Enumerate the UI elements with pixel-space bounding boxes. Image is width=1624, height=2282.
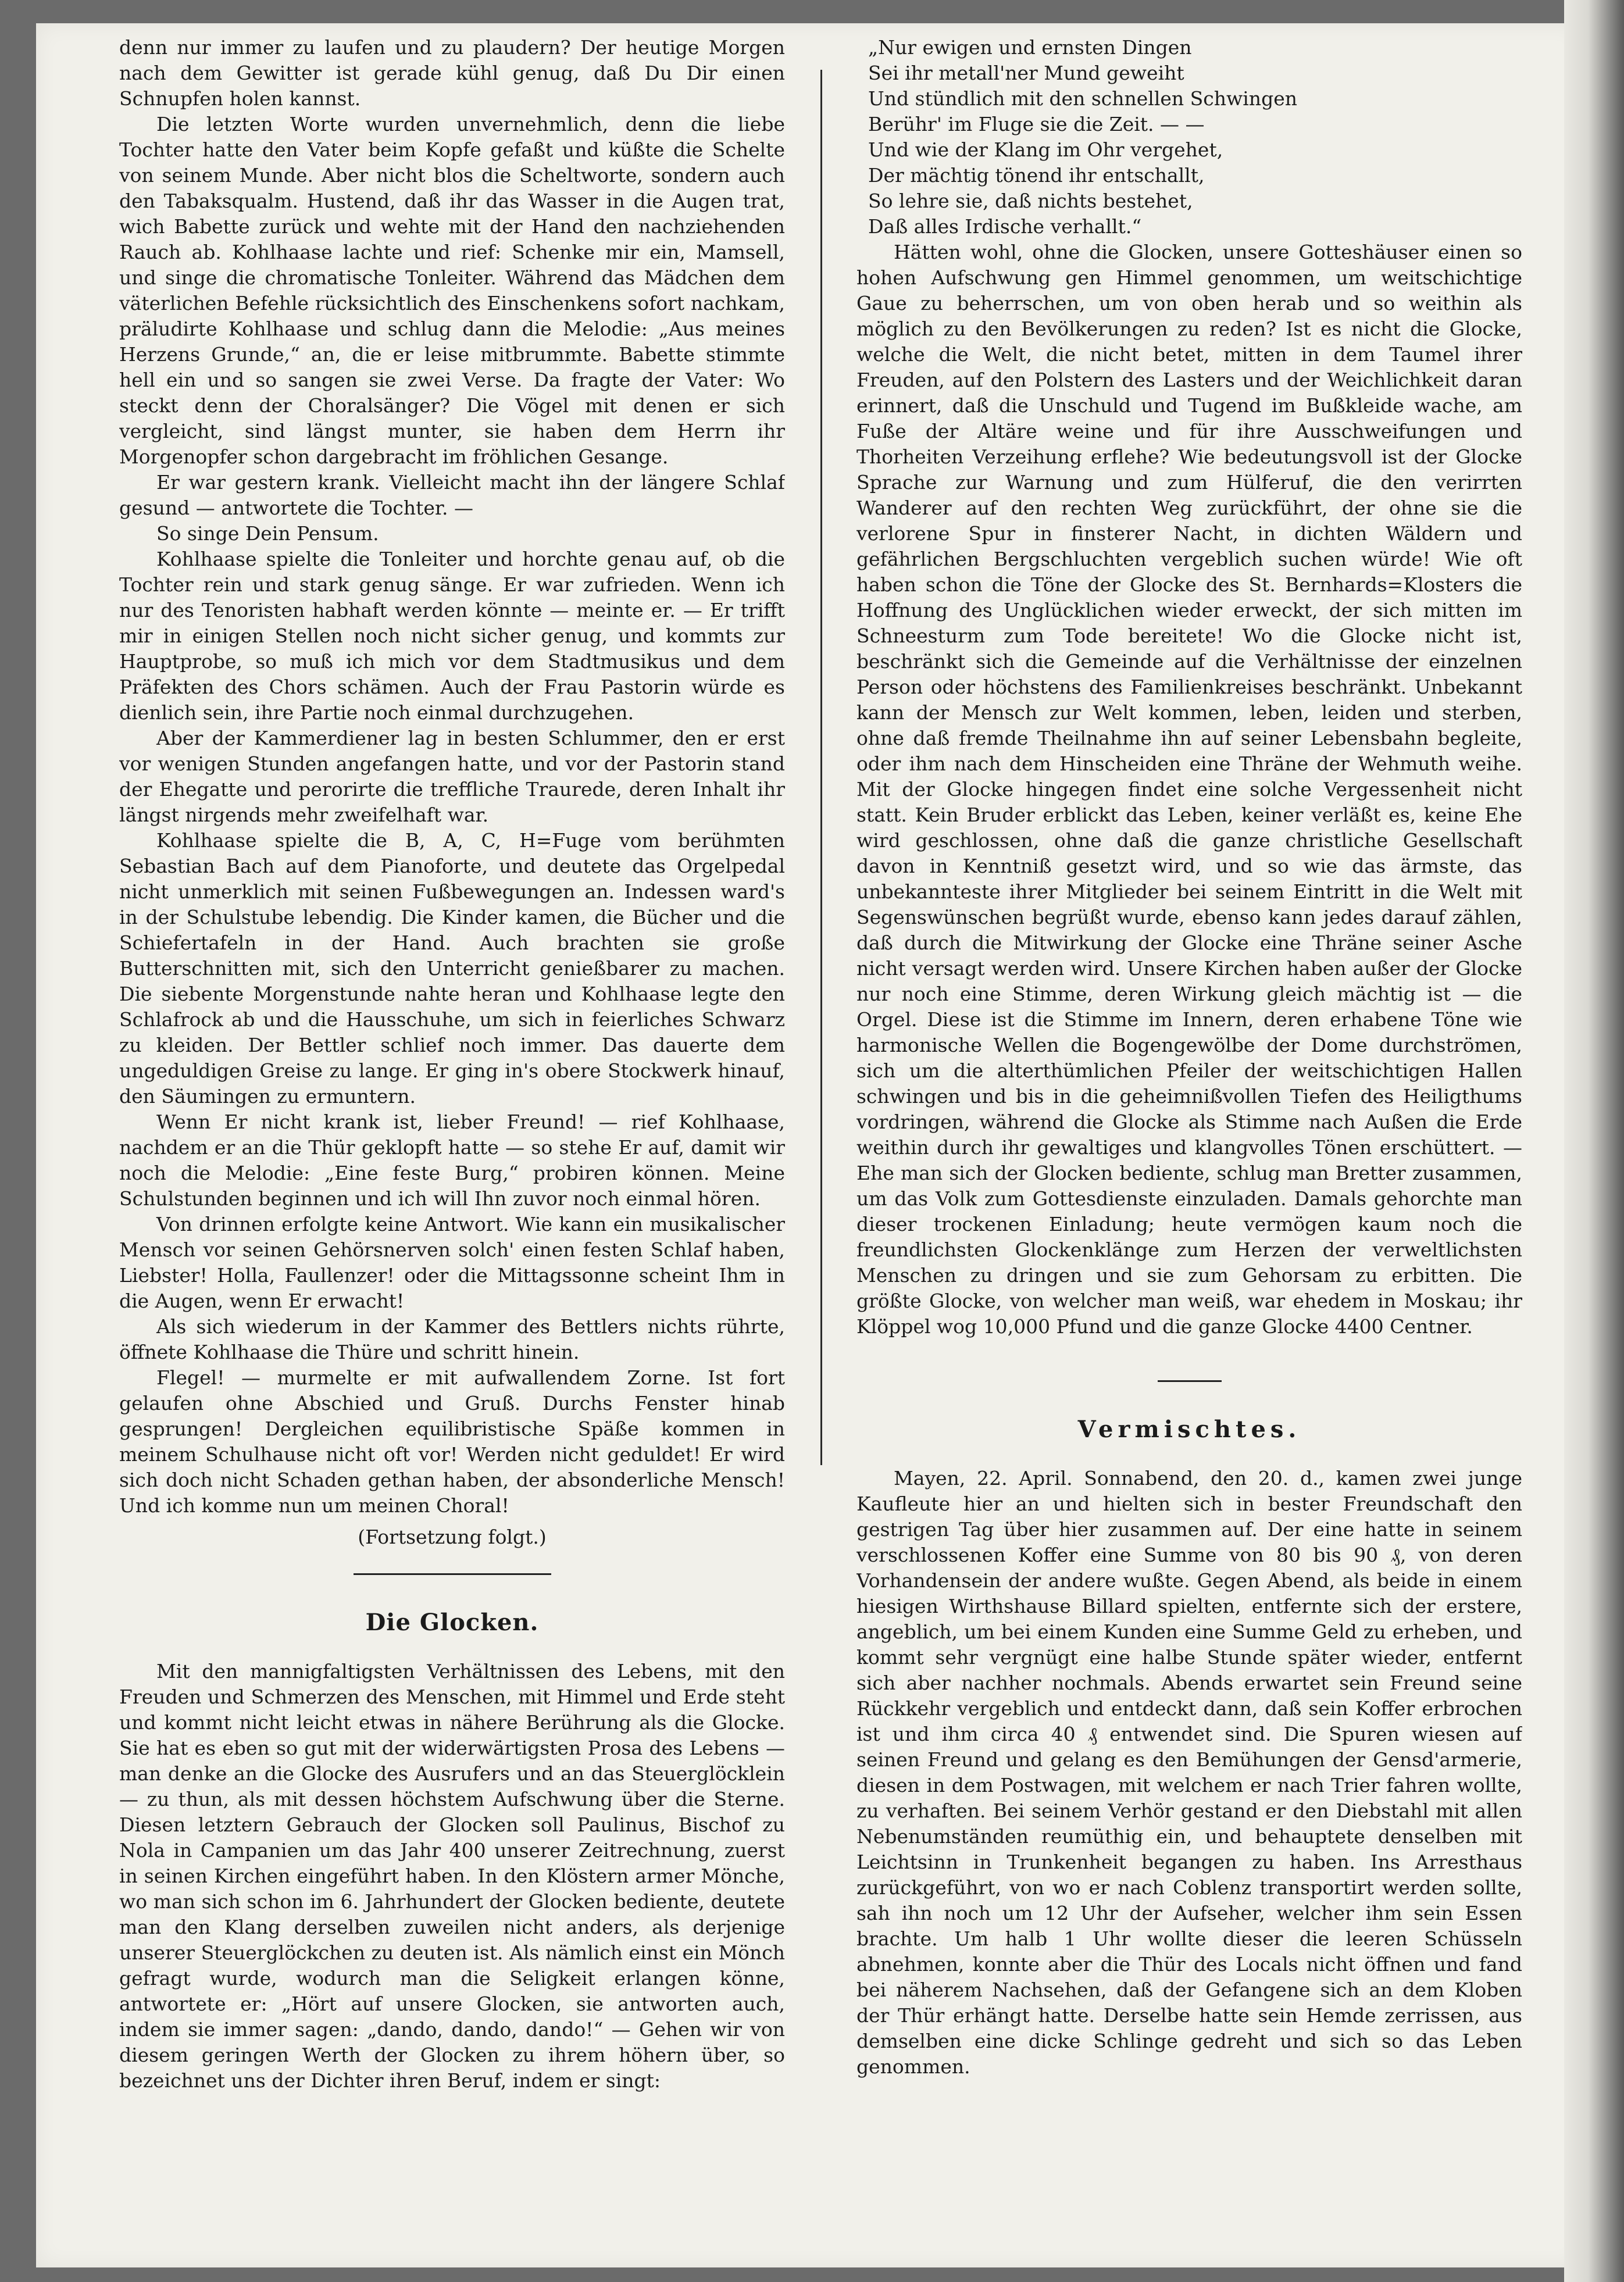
story-paragraph: Flegel! — murmelte er mit aufwallendem Zorne. Ist fort gelaufen ohne Abschied und Gruß. Durchs Fenster hinab gesprungen! Dergleichen equilibristische Späße kommen in meinem Schulhause nicht oft vor! Werden nicht geduldet! Er wird sich doch nicht Schaden gethan haben, der absonderliche Mensch! Und ich komme nun um meinen Choral! (119, 1366, 785, 1517)
verse-line: Und stündlich mit den schnellen Schwingen (868, 87, 1297, 110)
story-paragraph: Als sich wiederum in der Kammer des Bettlers nichts rührte, öffnete Kohlhaase die Thüre und schritt hinein. (119, 1315, 785, 1363)
continuation-note: (Fortsetzung folgt.) (358, 1526, 547, 1548)
story-paragraph: Von drinnen erfolgte keine Antwort. Wie kann ein musikalischer Mensch vor seinen Gehörsnerven solch' einen festen Schlaf haben, Liebster! Holla, Faullenzer! oder die Mittagssonne scheint Ihm in die Augen, wenn Er erwacht! (119, 1213, 785, 1312)
verse-line: Sei ihr metall'ner Mund geweiht (868, 62, 1184, 84)
story-paragraph: Aber der Kammerdiener lag in besten Schlummer, den er erst vor wenigen Stunden angefangen hatte, und vor der Pastorin stand der Ehegatte und perorirte die treffliche Traurede, deren Inhalt ihr längst nirgends mehr zweifelhaft war. (119, 727, 785, 826)
story-paragraph: denn nur immer zu laufen und zu plaudern? Der heutige Morgen nach dem Gewitter ist gerade kühl genug, daß Du Dir einen Schnupfen holen kannst. (119, 36, 785, 110)
news-paragraph: Mayen, 22. April. Sonnabend, den 20. d., kamen zwei junge Kaufleute hier an und hielten sich in bester Freundschaft den gestrigen Tag über hier zusammen auf. Der eine hatte in seinem verschlossenen Koffer eine Summe von 80 bis 90 ₰, von deren Vorhandensein der andere wußte. Gegen Abend, als beide in einem hiesigen Wirthshause Billard spielten, entfernte sich der erstere, angeblich, um bei einem Kunden eine Summe Geld zu erheben, und kommt sehr vergnügt eine halbe Stunde später wieder, entfernt sich aber nachher nochmals. Abends erwartet sein Freund seine Rückkehr vergeblich und entdeckt dann, daß sein Koffer erbrochen ist und ihm circa 40 ₰ entwendet sind. Die Spuren wiesen auf seinen Freund und gelang es den Bemühungen der Gensd'armerie, diesen in dem Postwagen, mit welchem er nach Trier fahren wollte, zu verhaften. Bei seinem Verhör gestand er den Diebstahl mit allen Nebenumständen reumüthig ein, und behauptete denselben mit Leichtsinn in Trunkenheit begangen zu haben. Ins Arresthaus zurückgeführt, von wo er nach Coblenz transportirt werden sollte, sah ihn noch um 12 Uhr der Aufseher, welcher ihm sein Essen brachte. Um halb 1 Uhr wollte dieser die leeren Schüsseln abnehmen, konnte aber die Thür des Locals nicht öffnen und fand bei näherem Nachsehen, daß der Gefangene sich an dem Kloben der Thür erhängt hatte. Derselbe hatte sein Hemde zerrissen, aus demselben eine dicke Schlinge gedreht und sich so das Leben genommen. (856, 1467, 1522, 2078)
verse-line: Daß alles Irdische verhallt.“ (868, 215, 1142, 238)
left-column (119, 35, 785, 2151)
story-paragraph: Wenn Er nicht krank ist, lieber Freund! — rief Kohlhaase, nachdem er an die Thür geklopft hatte — so stehe Er auf, damit wir noch die Melodie: „Eine feste Burg,“ probiren können. Meine Schulstunden beginnen und ich will Ihn zuvor noch einmal hören. (119, 1110, 785, 1210)
verse-line: So lehre sie, daß nichts bestehet, (868, 190, 1193, 212)
glocken-paragraph: Hätten wohl, ohne die Glocken, unsere Gotteshäuser einen so hohen Aufschwung gen Himmel genommen, um weitschichtige Gaue zu beherrschen, um von oben herab und so weithin als möglich zu den Bevölkerungen zu reden? Ist es nicht die Glocke, welche die Welt, die nicht betet, mitten in dem Taumel ihrer Freuden, auf den Polstern des Lasters und der Weichlichkeit daran erinnert, daß die Unschuld und Tugend im Bußkleide wache, am Fuße der Altäre weine und für ihre Ausschweifungen und Thorheiten Verzeihung erflehe? Wie bedeutungsvoll ist der Glocke Sprache zur Warnung und zum Hülferuf, die den verirrten Wanderer auf den rechten Weg zurückführt, der ohne sie die verlorene Spur in finsterer Nacht, in dichten Wäldern und gefährlichen Bergschluchten vergeblich suchen würde! Wie oft haben schon die Töne der Glocke des St. Bernhards=Klosters die Hoffnung des Unglücklichen wieder erweckt, der sich mitten im Schneesturm zum Tode bereitete! Wo die Glocke nicht ist, beschränkt sich die Gemeinde auf die Verhältnisse der einzelnen Person oder höchstens des Familienkreises beschränkt. Unbekannt kann der Mensch zur Welt kommen, leben, leiden und sterben, ohne daß fremde Theilnahme ihn auf seiner Lebensbahn begleite, oder ihm nach dem Hinscheiden eine Thräne der Wehmuth weihe. Mit der Glocke hingegen findet eine solche Vergessenheit nicht statt. Kein Bruder erblickt das Leben, keiner verläßt es, keine Ehe wird geschlossen, ohne daß die ganze christliche Gesellschaft davon in Kenntniß gesetzt wird, und so wie das ärmste, das unbekannteste ihrer Mitglieder bei seinem Eintritt in die Welt mit Segenswünschen begrüßt wurde, ebenso kann jedes darauf zählen, daß durch die Mitwirkung der Glocke eine Thräne seiner Asche nicht versagt werden wird. Unsere Kirchen haben außer der Glocke nur noch eine Stimme, deren Wirkung gleich mächtig ist — die Orgel. Diese ist die Stimme im Innern, deren erhabene Töne wie harmonische Wellen die Bogengewölbe der Dome durchströmen, sich um die alterthümlichen Pfeiler der weitschichtigen Hallen schwingen und bis in die geheimnißvollen Tiefen des Heiligthums vordringen, während die Glocke als Stimme nach Außen die Erde weithin durch ihr gewaltiges und klangvolles Tönen erschüttert. — Ehe man sich der Glocken bediente, schlug man Bretter zusammen, um das Volk zum Gottesdienste einzuladen. Damals gehorchte man dieser trockenen Einladung; heute vermögen kaum noch die freundlichsten Glockenklänge zum Herzen der verweltlichsten Menschen zu dringen und sie zum Gehorsam zu erbitten. Die größte Glocke, von welcher man weiß, war ehedem in Moskau; ihr Klöppel wog 10,000 Pfund und die ganze Glocke 4400 Centner. (856, 241, 1522, 1338)
story-paragraph: Kohlhaase spielte die B, A, C, H=Fuge vom berühmten Sebastian Bach auf dem Pianoforte, und deutete das Orgelpedal nicht unmerklich mit seinen Fußbewegungen an. Indessen ward's in der Schulstube lebendig. Die Kinder kamen, die Bücher und die Schiefertafeln in der Hand. Auch brachten sie große Butterschnitten mit, sich den Unterricht genießbarer zu machen. Die siebente Morgenstunde nahte heran und Kohlhaase legte den Schlafrock ab und die Hausschuhe, um sich in feierliches Schwarz zu kleiden. Der Bettler schlief noch immer. Das dauerte dem ungeduldigen Greise zu lange. Er ging in's obere Stockwerk hinauf, den Säumingen zu ermuntern. (119, 829, 785, 1108)
glocken-title: Die Glocken. (365, 1609, 539, 1636)
section-rule (354, 1573, 551, 1575)
vermischtes-title: Vermischtes. (1077, 1416, 1301, 1443)
poem-verse (856, 35, 1522, 240)
page-edge (1564, 0, 1624, 2282)
story-paragraph: Die letzten Worte wurden unvernehmlich, denn die liebe Tochter hatte den Vater beim Kopfe gefaßt und küßte die Schelte von seinem Munde. Aber nicht blos die Scheltworte, sondern auch den Tabaksqualm. Hustend, daß ihr das Wasser in die Augen trat, wich Babette zurück und wehte mit der Hand den nachziehenden Rauch ab. Kohlhaase lachte und rief: Schenke mir ein, Mamsell, und singe die chromatische Tonleiter. Während das Mädchen dem väterlichen Befehle rücksichtlich des Einschenkens sofort nachkam, präludirte Kohlhaase und schlug dann die Melodie: „Aus meines Herzens Grunde,“ an, die er leise mitbrummte. Babette stimmte hell ein und so sangen sie zwei Verse. Da fragte der Vater: Wo steckt denn der Choralsänger? Die Vögel mit denen er sich vergleicht, sind längst munter, sie haben dem Herrn ihr Morgenopfer schon dargebracht im fröhlichen Gesange. (119, 113, 785, 468)
story-paragraph: So singe Dein Pensum. (156, 522, 379, 545)
story-paragraph: Kohlhaase spielte die Tonleiter und horchte genau auf, ob die Tochter rein und stark genug sänge. Er war zufrieden. Wenn ich nur des Tenoristen habhaft werden könnte — meinte er. — Er trifft mir in einigen Stellen noch nicht sicher genug, und kommts zur Hauptprobe, so muß ich mich vor dem Stadtmusikus und dem Präfekten des Chors schämen. Auch der Frau Pastorin würde es dienlich sein, ihre Partie noch einmal durchzugehen. (119, 548, 785, 724)
verse-line: Berühr' im Fluge sie die Zeit. — — (868, 113, 1205, 135)
section-rule (1158, 1380, 1222, 1382)
story-paragraph: Er war gestern krank. Vielleicht macht ihn der längere Schlaf gesund — antwortete die Tochter. — (119, 471, 785, 519)
verse-line: „Nur ewigen und ernsten Dingen (868, 36, 1192, 59)
verse-line: Der mächtig tönend ihr entschallt, (868, 164, 1205, 187)
verse-line: Und wie der Klang im Ohr vergehet, (868, 138, 1223, 161)
glocken-paragraph: Mit den mannigfaltigsten Verhältnissen des Lebens, mit den Freuden und Schmerzen des Menschen, mit Himmel und Erde steht und kommt nicht leicht etwas in nähere Berührung als die Glocke. Sie hat es eben so gut mit der widerwärtigsten Prosa des Lebens — man denke an die Glocke des Ausrufers und an das Steuerglöcklein — zu thun, als mit dessen höchstem Aufschwung über die Sterne. Diesen letztern Gebrauch der Glocken soll Paulinus, Bischof zu Nola in Campanien um das Jahr 400 unserer Zeitrechnung, zuerst in seinen Kirchen eingeführt haben. In den Klöstern armer Mönche, wo man sich schon im 6. Jahrhundert der Glocken bediente, deutete man den Klang derselben zuweilen nicht anders, als derjenige unserer Steuerglöckchen zu deuten ist. Als nämlich einst ein Mönch gefragt wurde, wodurch man die Seligkeit erlangen könne, antwortete er: „Hört auf unsere Glocken, sie antworten auch, indem sie immer sagen: „dando, dando, dando!“ — Gehen wir von diesem geringen Werth der Glocken zu ihrem höhern über, so bezeichnet uns der Dichter ihren Beruf, indem er singt: (119, 1660, 785, 2092)
right-column (856, 35, 1522, 2151)
column-divider (820, 70, 822, 1465)
